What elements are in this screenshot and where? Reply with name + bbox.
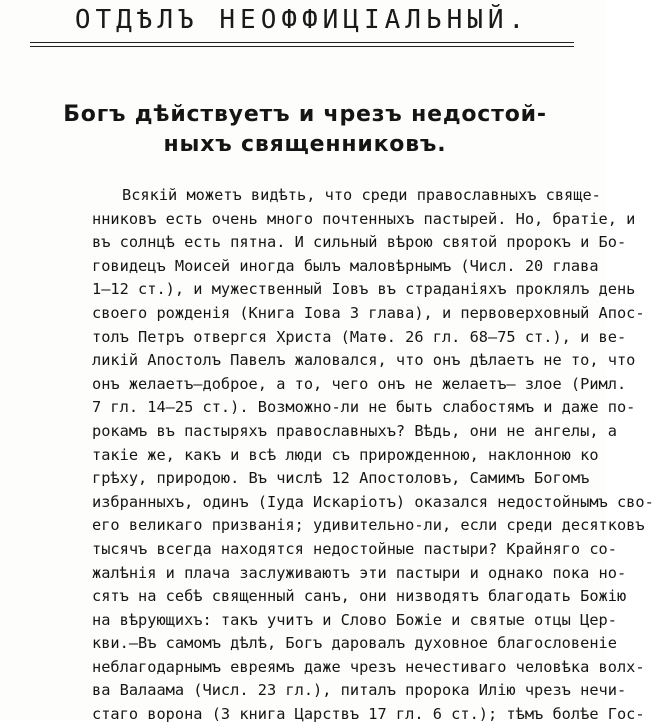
body-line: неблагодарнымъ евреямъ даже чрезъ нечестиваго человѣка волх- (92, 657, 645, 676)
body-line: 1—12 ст.), и мужественный Іовъ въ страданіяхъ проклялъ день (92, 280, 636, 299)
article-title-line: Богъ дѣйствуетъ и чрезъ недостой- (63, 102, 547, 127)
body-line: ликій Апостолъ Павелъ жаловался, что онъ дѣлаетъ не то, что (92, 351, 636, 370)
body-line: избранныхъ, одинъ (Іуда Искаріотъ) оказался недостойнымъ сво- (92, 492, 654, 511)
body-line: толъ Петръ отвергся Христа (Матѳ. 26 гл. 68—75 ст.), и ве- (92, 327, 627, 346)
body-line: стаго ворона (3 книга Царствъ 17 гл. 6 ст.); тѣмъ болѣе Гос- (92, 705, 645, 724)
body-line: онъ желаетъ—доброе, а то, чего онъ не желаетъ— злое (Римл. (92, 374, 627, 393)
body-line: такіе же, какъ и всѣ люди съ прирожденною, наклонною ко (92, 445, 599, 464)
article-title (40, 100, 570, 160)
section-header: ОТДѢЛЪ НЕОФФИЦІАЛЬНЫЙ. (74, 5, 530, 35)
body-line: на вѣрующихъ: такъ учитъ и Слово Божіе и святые отцы Цер- (92, 610, 617, 629)
body-line: рокамъ въ пастыряхъ православныхъ? Вѣдь, они не ангелы, а (92, 421, 617, 440)
body-line: жалѣнія и плача заслуживаютъ эти пастыри и однако пока но- (92, 563, 627, 582)
article-body (92, 184, 654, 727)
body-line: сятъ на себѣ священный санъ, они низводятъ благодать Божію (92, 587, 627, 606)
body-line: 7 гл. 14—25 ст.). Возможно-ли не быть слабостямъ и даже по- (92, 398, 636, 417)
body-line: въ солнцѣ есть пятна. И сильный вѣрою святой пророкъ и Бо- (92, 233, 627, 252)
header-rule-top (30, 42, 574, 43)
article-title-line: ныхъ священниковъ. (163, 132, 447, 157)
body-line: ва Валаама (Числ. 23 гл.), питалъ пророка Илію чрезъ нечи- (92, 681, 627, 700)
body-line: тысячъ всегда находятся недостойные пастыри? Крайняго со- (92, 539, 617, 558)
body-line: нниковъ есть очень много почтенныхъ пастырей. Но, братіе, и (92, 209, 636, 228)
header-rule-bottom (30, 46, 574, 47)
body-line: своего рожденія (Книга Іова 3 глава), и первоверховный Апос- (92, 303, 645, 322)
body-line: говидецъ Моисей иногда былъ маловѣрнымъ (Числ. 20 глава (92, 256, 599, 275)
body-line: кви.—Въ самомъ дѣлѣ, Богъ даровалъ духовное благословеніе (92, 634, 617, 653)
body-line: его великаго призванія; удивительно-ли, если среди десятковъ (92, 516, 645, 535)
body-line: Всякій можетъ видѣть, что среди православныхъ свяще- (122, 186, 601, 204)
body-line: грѣху, природою. Въ числѣ 12 Апостоловъ, Самимъ Богомъ (92, 469, 590, 488)
